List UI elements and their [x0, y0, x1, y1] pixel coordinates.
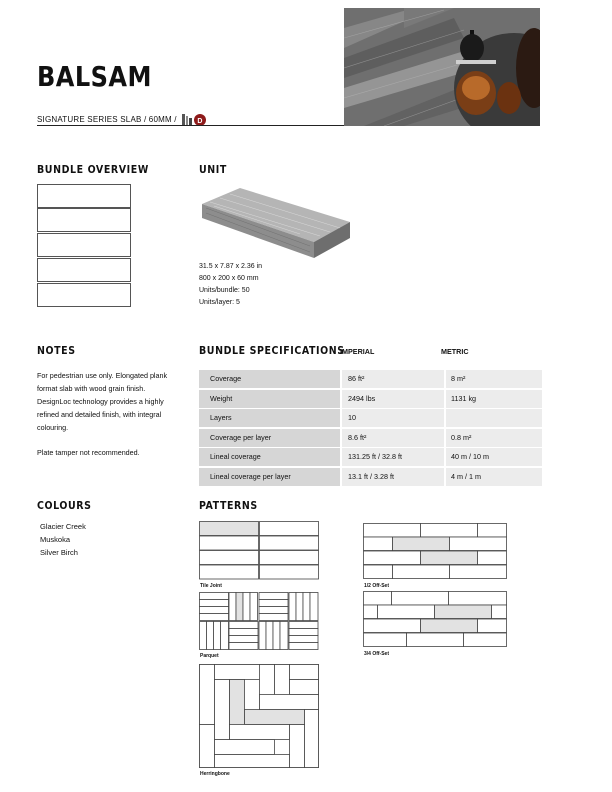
spec-metric-value: 4 m / 1 m — [446, 468, 542, 486]
pattern-label: Tile Joint — [200, 583, 222, 589]
pattern-tile-joint — [199, 521, 320, 586]
colour-item: Silver Birch — [40, 548, 78, 557]
header-rule — [37, 125, 345, 126]
colour-item: Glacier Creek — [40, 522, 86, 531]
unit-spec-line: Units/layer: 5 — [199, 299, 240, 306]
bundle-box — [37, 208, 131, 232]
spec-metric-value: 40 m / 10 m — [446, 448, 542, 466]
badge-letter: D — [197, 118, 203, 125]
imperial-column-header: IMPERIAL — [340, 347, 375, 356]
spec-row — [199, 468, 542, 486]
unit-spec-line: 800 x 200 x 60 mm — [199, 275, 259, 282]
colour-item: Muskoka — [40, 535, 71, 544]
pattern-herringbone — [199, 664, 320, 773]
spec-label: Lineal coverage — [199, 448, 340, 466]
notes-heading: NOTES — [37, 345, 76, 357]
spec-label: Layers — [199, 409, 340, 427]
series-text: SIGNATURE SERIES SLAB / 60MM / — [37, 115, 177, 125]
patterns-heading: PATTERNS — [199, 500, 258, 512]
spec-metric-value: 8 m² — [446, 370, 542, 388]
spec-row — [199, 448, 542, 466]
spec-metric-value: 1131 kg — [446, 390, 542, 408]
pattern-label: Parquet — [200, 653, 219, 659]
unit-slab-image — [200, 186, 352, 265]
spec-label: Weight — [199, 390, 340, 408]
spec-imperial-value: 8.6 ft² — [342, 429, 444, 447]
bundle-box — [37, 258, 131, 282]
spec-row — [199, 390, 542, 408]
pattern-parquet — [199, 592, 320, 657]
hero-image — [344, 8, 540, 126]
pattern-label: 1/2 Off-Set — [364, 583, 390, 589]
unit-heading: UNIT — [199, 164, 227, 176]
notes-paragraph: For pedestrian use only. Elongated plank format slab with wood grain finish. DesignLoc technology provides a highly refined and detailed finish, with integral colouring. — [37, 371, 168, 432]
notes-paragraph: Plate tamper not recommended. — [37, 448, 140, 457]
spec-metric-value: 0.8 m² — [446, 429, 542, 447]
spec-label: Coverage — [199, 370, 340, 388]
notes-body — [37, 369, 177, 471]
bundle-box — [37, 233, 131, 257]
unit-spec-line: 31.5 x 7.87 x 2.36 in — [199, 263, 263, 270]
product-title: BALSAM — [37, 60, 152, 93]
spec-row — [199, 409, 542, 427]
spec-imperial-value: 10 — [342, 409, 444, 427]
spec-imperial-value: 131.25 ft / 32.8 ft — [342, 448, 444, 466]
pattern-label: 3/4 Off-Set — [364, 651, 390, 657]
spec-metric-value — [446, 409, 542, 427]
spec-row — [199, 429, 542, 447]
bundle-specs-heading: BUNDLE SPECIFICATIONS — [199, 345, 345, 357]
pattern-three-quarter-offset — [363, 591, 508, 654]
bundle-box — [37, 184, 131, 208]
bundle-box — [37, 283, 131, 307]
spec-label: Lineal coverage per layer — [199, 468, 340, 486]
spec-imperial-value: 13.1 ft / 3.28 ft — [342, 468, 444, 486]
metric-column-header: METRIC — [441, 347, 469, 356]
spec-label: Coverage per layer — [199, 429, 340, 447]
spec-row — [199, 370, 542, 388]
colours-heading: COLOURS — [37, 500, 92, 512]
spec-imperial-value: 86 ft² — [342, 370, 444, 388]
colours-list — [40, 520, 86, 559]
unit-spec-line: Units/bundle: 50 — [199, 287, 250, 294]
pattern-half-offset — [363, 523, 508, 586]
spec-imperial-value: 2494 lbs — [342, 390, 444, 408]
unit-specs — [199, 261, 262, 309]
bundle-overview-heading: BUNDLE OVERVIEW — [37, 164, 149, 176]
pattern-label: Herringbone — [200, 771, 230, 777]
